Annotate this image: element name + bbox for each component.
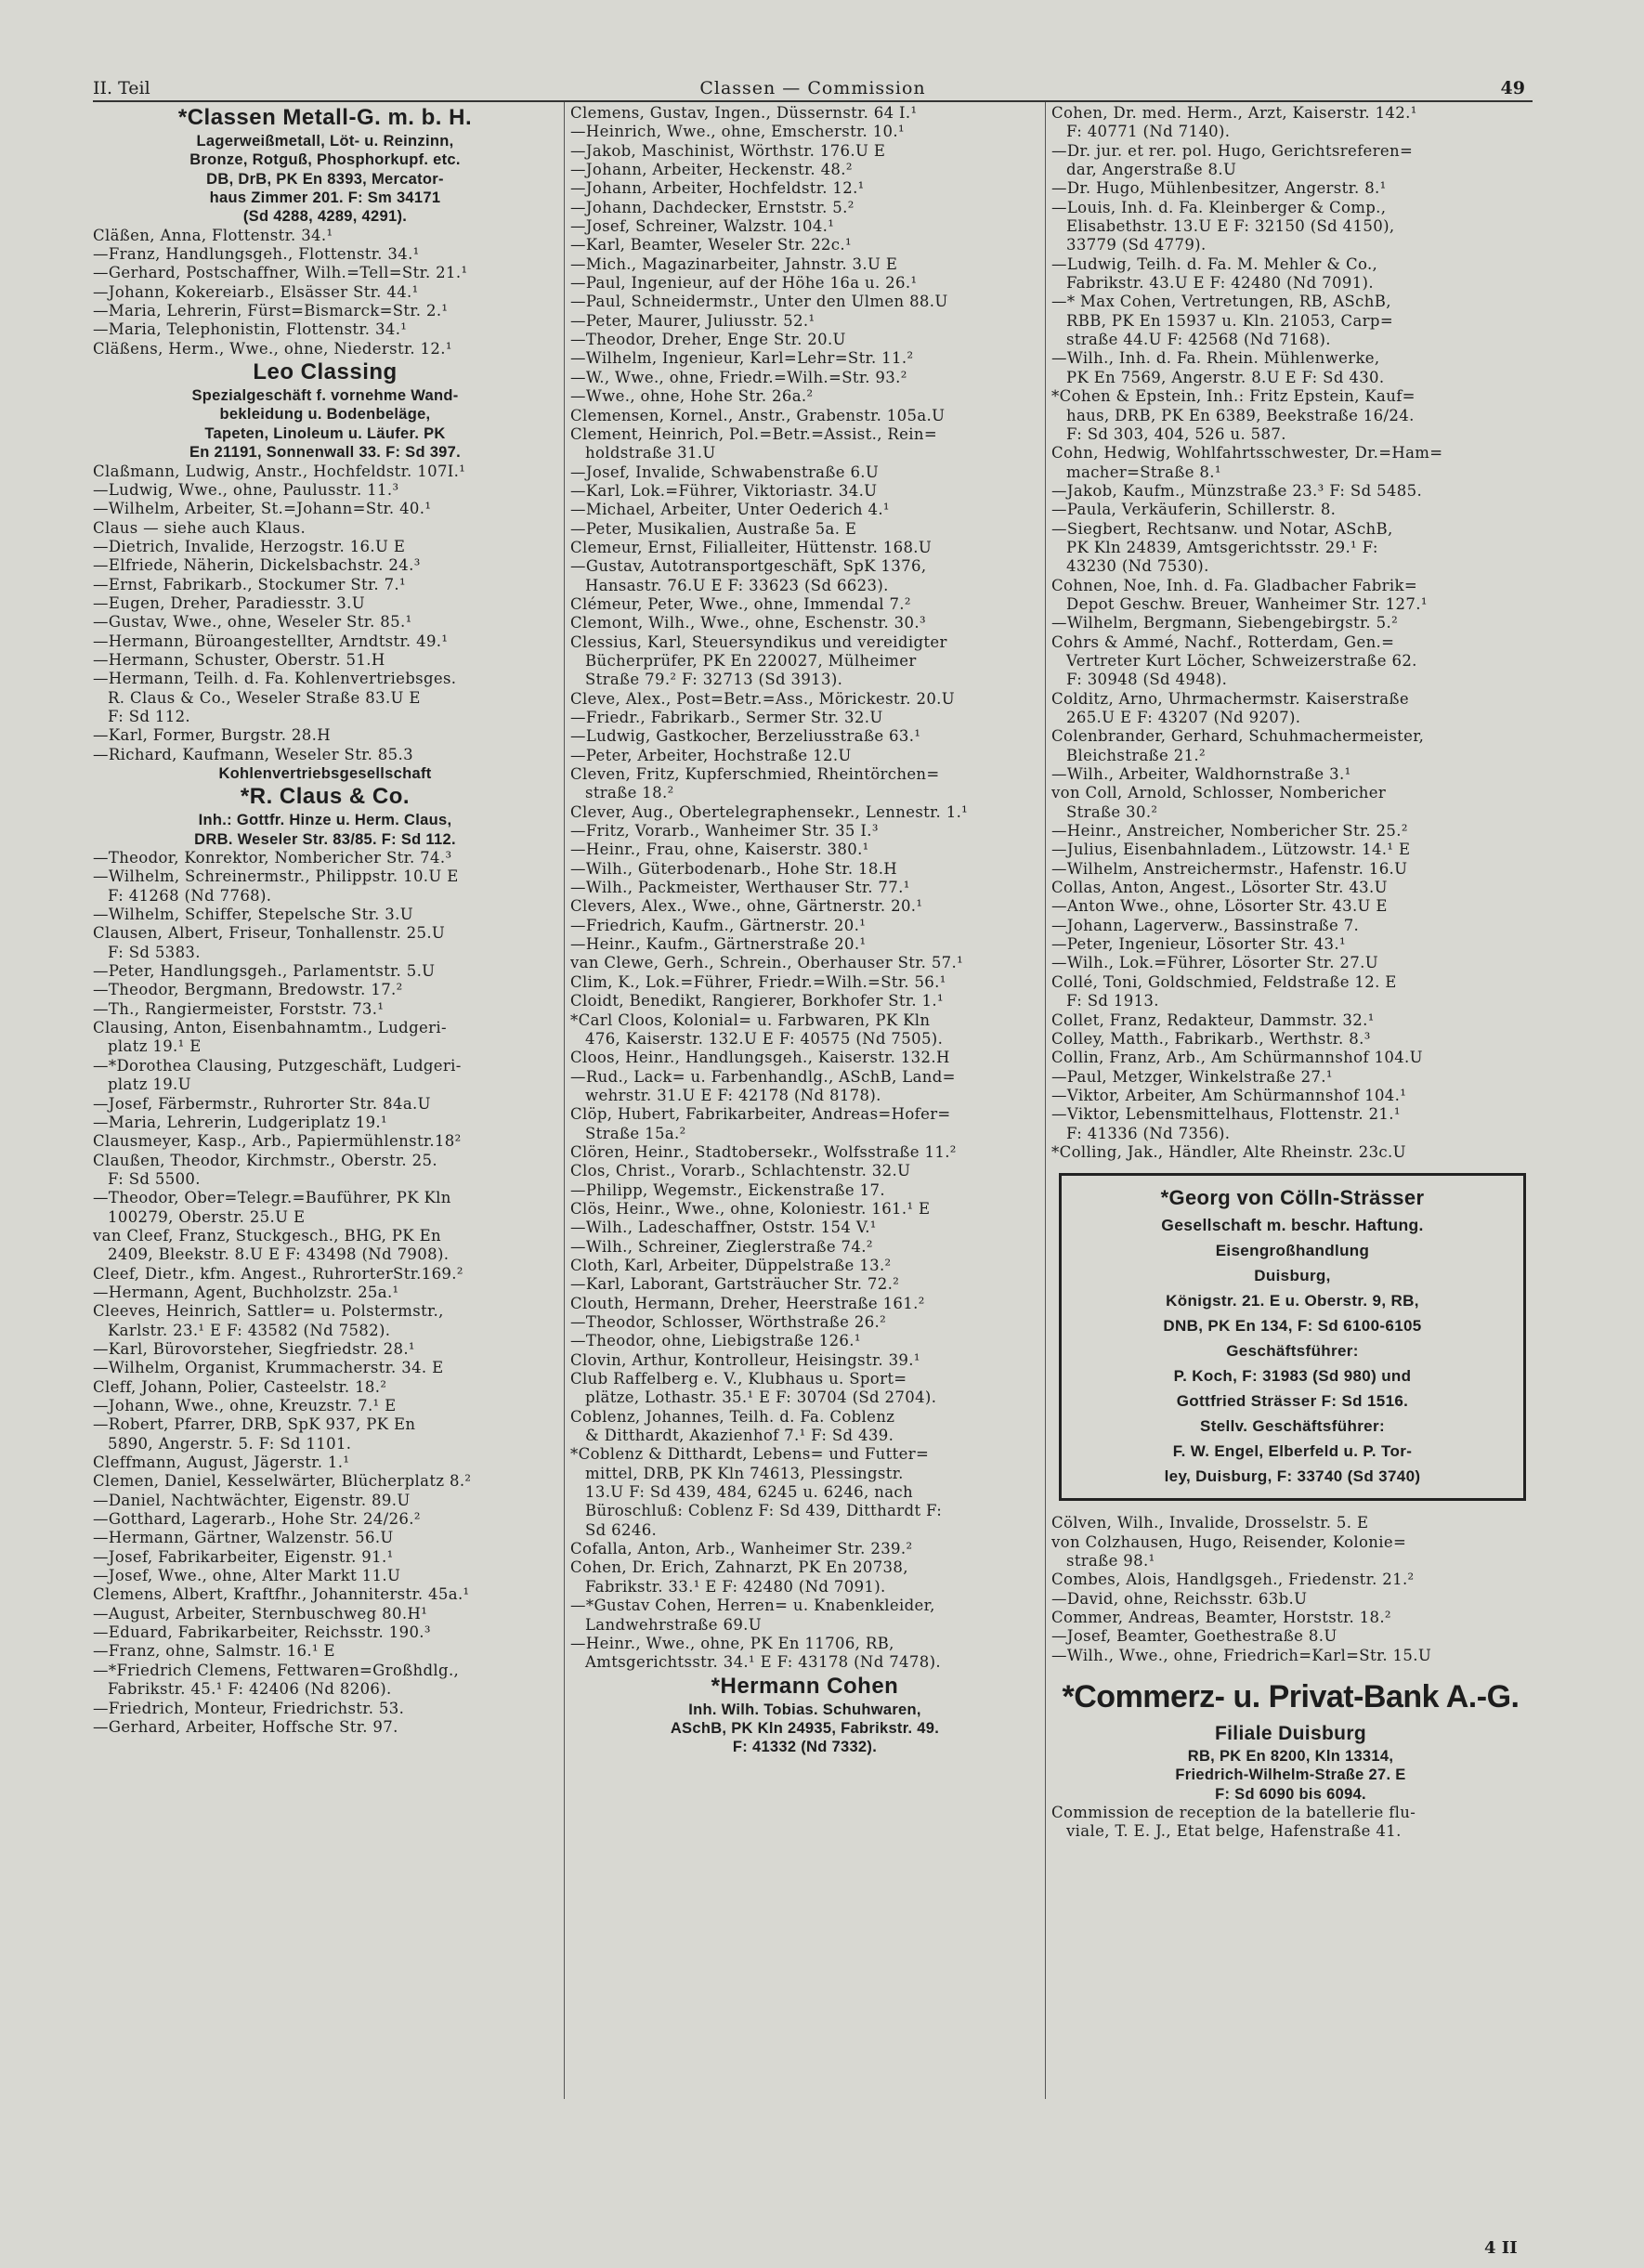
entry-line: —Gerhard, Arbeiter, Hoffsche Str. 97.: [93, 1717, 398, 1736]
entry-line: Colenbrander, Gerhard, Schuhmachermeister,: [1051, 727, 1425, 746]
entry-line: —Mich., Magazinarbeiter, Jahnstr. 3.U E: [570, 254, 898, 273]
entry-line: —Heinr., Kaufm., Gärtnerstraße 20.¹: [570, 935, 867, 954]
entry-line: F: 41336 (Nd 7356).: [1066, 1124, 1231, 1142]
entry-line: 265.U E F: 43207 (Nd 9207).: [1066, 709, 1301, 726]
entry-line: Clöp, Hubert, Fabrikarbeiter, Andreas=Hofer=: [570, 1105, 951, 1124]
entry-line: —Viktor, Lebensmittelhaus, Flottenstr. 21.¹: [1051, 1105, 1401, 1124]
entry-line: —Wilhelm, Organist, Krummacherstr. 34. E: [93, 1359, 444, 1377]
entry-line: Clemen, Daniel, Kesselwärter, Blücherplatz 8.²: [93, 1472, 472, 1491]
entry-line: Collas, Anton, Angest., Lösorter Str. 43.U: [1051, 879, 1388, 897]
entry-line: —David, ohne, Reichsstr. 63b.U: [1051, 1589, 1308, 1608]
ad-line: Inh.: Gottfr. Hinze u. Herm. Claus,: [198, 812, 452, 829]
entry-line: Cleef, Dietr., kfm. Angest., RuhrorterStr.169.²: [93, 1264, 463, 1283]
entry-line: Colditz, Arno, Uhrmachermstr. Kaiserstraße: [1051, 689, 1409, 708]
entry-line: Clessius, Karl, Steuersyndikus und vereidigter: [570, 632, 947, 651]
entry-line: Collé, Toni, Goldschmied, Feldstraße 12. E: [1051, 972, 1397, 991]
ad-line: F. W. Engel, Elberfeld u. P. Tor-: [1172, 1442, 1413, 1461]
ad-line: Inh. Wilh. Tobias. Schuhwaren,: [688, 1701, 921, 1718]
entry-line: Coblenz, Johannes, Teilh. d. Fa. Coblenz: [570, 1407, 895, 1426]
entry-line: platz 19.U: [108, 1075, 191, 1094]
entry-line: —Elfriede, Näherin, Dickelsbachstr. 24.³: [93, 556, 421, 575]
entry-line: straße 44.U F: 42568 (Nd 7168).: [1066, 331, 1331, 349]
entry-line: Clouth, Hermann, Dreher, Heerstraße 161.²: [570, 1294, 925, 1312]
entry-line: —Eugen, Dreher, Paradiesstr. 3.U: [93, 593, 365, 612]
ad-line: Kohlenvertriebsgesellschaft: [218, 765, 432, 782]
advertisement-title: [93, 104, 557, 132]
entry-line: Clemont, Wilh., Wwe., ohne, Eschenstr. 30.³: [570, 614, 926, 632]
entry-line: wehrstr. 31.U E F: 42178 (Nd 8178).: [585, 1086, 881, 1104]
entry-line: —Johann, Wwe., ohne, Kreuzstr. 7.¹ E: [93, 1397, 397, 1414]
entry-line: plätze, Lothastr. 35.¹ E F: 30704 (Sd 2704).: [585, 1388, 937, 1407]
entry-line: Bücherprüfer, PK En 220027, Mülheimer: [585, 651, 917, 670]
entry-line: —Wilh., Arbeiter, Waldhornstraße 3.¹: [1051, 765, 1351, 784]
entry-line: —August, Arbeiter, Sternbuschweg 80.H¹: [93, 1604, 428, 1623]
entry-line: 13.U F: Sd 439, 484, 6245 u. 6246, nach: [585, 1483, 913, 1502]
directory-column-2: [570, 104, 1039, 1757]
entry-line: Landwehrstraße 69.U: [585, 1615, 763, 1634]
entry-line: —Wilhelm, Schiffer, Stepelsche Str. 3.U: [93, 906, 413, 924]
ad-line: DNB, PK En 134, F: Sd 6100-6105: [1163, 1317, 1422, 1336]
entry-line: —Eduard, Fabrikarbeiter, Reichsstr. 190.³: [93, 1623, 431, 1642]
ad-line: Spezialgeschäft f. vornehme Wand-: [191, 387, 459, 405]
entry-line: —Josef, Invalide, Schwabenstraße 6.U: [570, 463, 880, 481]
entry-line: —* Max Cohen, Vertretungen, RB, ASchB,: [1051, 293, 1391, 311]
entry-line: Straße 79.² F: 32713 (Sd 3913).: [585, 671, 843, 689]
entry-line: van Cleef, Franz, Stuckgesch., BHG, PK En: [93, 1226, 441, 1245]
entry-line: Cläßen, Anna, Flottenstr. 34.¹: [93, 226, 333, 244]
entry-line: —Karl, Bürovorsteher, Siegfriedstr. 28.¹: [93, 1339, 415, 1358]
entry-line: 476, Kaiserstr. 132.U E F: 40575 (Nd 7505).: [585, 1029, 944, 1048]
entry-line: —Ernst, Fabrikarb., Stockumer Str. 7.¹: [93, 575, 406, 593]
advertisement-text: [93, 132, 557, 227]
entry-line: Cloos, Heinr., Handlungsgeh., Kaiserstr. 132.H: [570, 1049, 950, 1067]
directory-entries: [1051, 1514, 1530, 1665]
entry-line: —Maria, Lehrerin, Fürst=Bismarck=Str. 2.¹: [93, 302, 449, 320]
entry-line: Clös, Heinr., Wwe., ohne, Koloniestr. 161.¹ E: [570, 1199, 931, 1218]
entry-line: Cölven, Wilh., Invalide, Drosselstr. 5. E: [1051, 1514, 1369, 1532]
entry-line: Clovin, Arthur, Kontrolleur, Heisingstr. 39.¹: [570, 1350, 920, 1369]
ad-line: Leo Classing: [253, 359, 398, 385]
entry-line: Claßmann, Ludwig, Anstr., Hochfeldstr. 107I.¹: [93, 462, 466, 480]
entry-line: —Josef, Färbermstr., Ruhrorter Str. 84a.U: [93, 1094, 431, 1113]
entry-line: RBB, PK En 15937 u. Kln. 21053, Carp=: [1066, 311, 1393, 330]
directory-entries: [1051, 104, 1530, 1162]
entry-line: Cleven, Fritz, Kupferschmied, Rheintörchen=: [570, 765, 940, 784]
boxed-advertisement: [1059, 1173, 1526, 1501]
entry-line: —Louis, Inh. d. Fa. Kleinberger & Comp.,: [1051, 198, 1387, 216]
entry-line: F: Sd 5500.: [108, 1169, 201, 1188]
ad-line: Bronze, Rotguß, Phosphorkupf. etc.: [189, 151, 461, 169]
entry-line: —Theodor, ohne, Liebigstraße 126.¹: [570, 1332, 861, 1350]
directory-entries: [93, 463, 557, 765]
entry-line: —Maria, Lehrerin, Ludgeriplatz 19.¹: [93, 1113, 387, 1131]
entry-line: —Gotthard, Lagerarb., Hohe Str. 24/26.²: [93, 1510, 421, 1529]
entry-line: —Wilh., Lok.=Führer, Lösorter Str. 27.U: [1051, 954, 1378, 972]
entry-line: haus, DRB, PK En 6389, Beekstraße 16/24.: [1066, 406, 1415, 424]
ad-line: En 21191, Sonnenwall 33. F: Sd 397.: [189, 444, 462, 462]
entry-line: —*Dorothea Clausing, Putzgeschäft, Ludgeri-: [93, 1056, 462, 1075]
entry-line: —Wilhelm, Schreinermstr., Philippstr. 10.U E: [93, 867, 459, 886]
entry-line: *Cohen & Epstein, Inh.: Fritz Epstein, Kauf=: [1051, 387, 1416, 406]
entry-line: Claus — siehe auch Klaus.: [93, 518, 307, 537]
entry-line: —Theodor, Bergmann, Bredowstr. 17.²: [93, 981, 403, 999]
entry-line: —Gerhard, Postschaffner, Wilh.=Tell=Str. 21.¹: [93, 264, 468, 282]
entry-line: 33779 (Sd 4779).: [1066, 236, 1207, 254]
entry-line: Cleffmann, August, Jägerstr. 1.¹: [93, 1453, 350, 1472]
ad-line: RB, PK En 8200, Kln 13314,: [1187, 1748, 1394, 1765]
advertisement-text: [93, 764, 557, 783]
ad-line: P. Koch, F: 31983 (Sd 980) und: [1173, 1367, 1412, 1386]
entry-line: —Viktor, Arbeiter, Am Schürmannshof 104.¹: [1051, 1086, 1407, 1104]
entry-line: —Philipp, Wegemstr., Eickenstraße 17.: [570, 1180, 885, 1199]
entry-line: —Paul, Schneidermstr., Unter den Ulmen 88.U: [570, 293, 948, 311]
ad-line: *Classen Metall-G. m. b. H.: [177, 105, 473, 130]
entry-line: Clemens, Albert, Kraftfhr., Johanniterstr. 45a.¹: [93, 1585, 470, 1604]
entry-line: —*Gustav Cohen, Herren= u. Knabenkleider,: [570, 1597, 935, 1615]
entry-line: —*Friedrich Clemens, Fettwaren=Großhdlg.,: [93, 1661, 460, 1679]
entry-line: —W., Wwe., ohne, Friedr.=Wilh.=Str. 93.²: [570, 368, 907, 386]
entry-line: Depot Geschw. Breuer, Wanheimer Str. 127.¹: [1066, 594, 1428, 613]
entry-line: —Josef, Wwe., ohne, Alter Markt 11.U: [93, 1567, 401, 1585]
entry-line: —Dr. jur. et rer. pol. Hugo, Gerichtsreferen=: [1051, 141, 1414, 160]
page-number: 49: [1500, 78, 1525, 98]
entry-line: Bleichstraße 21.²: [1066, 746, 1206, 764]
entry-line: Cohen, Dr. Erich, Zahnarzt, PK En 20738,: [570, 1558, 908, 1577]
entry-line: Cloth, Karl, Arbeiter, Düppelstraße 13.²: [570, 1256, 892, 1274]
directory-entries: [1051, 1804, 1530, 1842]
entry-line: —Theodor, Konrektor, Nombericher Str. 74.³: [93, 849, 452, 867]
entry-line: —Heinrich, Wwe., ohne, Emscherstr. 10.¹: [570, 123, 905, 141]
entry-line: Fabrikstr. 45.¹ F: 42406 (Nd 8206).: [108, 1680, 392, 1699]
entry-line: PK Kln 24839, Amtsgerichtsstr. 29.¹ F:: [1066, 538, 1378, 556]
entry-line: —Wilh., Wwe., ohne, Friedrich=Karl=Str. 15.U: [1051, 1646, 1432, 1664]
entry-line: F: 30948 (Sd 4948).: [1066, 671, 1228, 689]
entry-line: —Wilh., Packmeister, Werthauser Str. 77.¹: [570, 879, 910, 897]
entry-line: —Dietrich, Invalide, Herzogstr. 16.U E: [93, 537, 406, 555]
entry-line: von Coll, Arnold, Schlosser, Nombericher: [1051, 784, 1387, 802]
advertisement-title: [93, 783, 557, 811]
entry-line: —Heinr., Frau, ohne, Kaiserstr. 380.¹: [570, 841, 869, 859]
entry-line: Collet, Franz, Redakteur, Dammstr. 32.¹: [1051, 1010, 1375, 1029]
entry-line: Vertreter Kurt Löcher, Schweizerstraße 62.: [1066, 651, 1417, 670]
ad-line: Friedrich-Wilhelm-Straße 27. E: [1175, 1766, 1406, 1784]
entry-line: —Peter, Handlungsgeh., Parlamentstr. 5.U: [93, 962, 436, 981]
entry-line: —Hermann, Teilh. d. Fa. Kohlenvertriebsges.: [93, 670, 457, 688]
entry-line: —Rud., Lack= u. Farbenhandlg., ASchB, Land=: [570, 1067, 956, 1086]
entry-line: —Theodor, Schlosser, Wörthstraße 26.²: [570, 1313, 887, 1331]
entry-line: holdstraße 31.U: [585, 444, 716, 463]
entry-line: —Hermann, Schuster, Oberstr. 51.H: [93, 650, 385, 669]
entry-line: von Colzhausen, Hugo, Reisender, Kolonie=: [1051, 1532, 1407, 1551]
entry-line: F: Sd 112.: [108, 707, 191, 725]
entry-line: —Heinr., Anstreicher, Nombericher Str. 25.²: [1051, 822, 1408, 841]
ad-line: Stellv. Geschäftsführer:: [1200, 1417, 1385, 1436]
entry-line: —Ludwig, Wwe., ohne, Paulusstr. 11.³: [93, 480, 399, 499]
entry-line: —Hermann, Gärtner, Walzenstr. 56.U: [93, 1529, 394, 1547]
entry-line: 2409, Bleekstr. 8.U E F: 43498 (Nd 7908).: [108, 1245, 450, 1264]
directory-column-3: [1051, 104, 1530, 1842]
entry-line: Claußen, Theodor, Kirchmstr., Oberstr. 25.: [93, 1151, 437, 1169]
entry-line: —Richard, Kaufmann, Weseler Str. 85.3: [93, 745, 413, 763]
ad-line: Königstr. 21. E u. Oberstr. 9, RB,: [1166, 1292, 1419, 1310]
ad-line: haus Zimmer 201. F: Sm 34171: [209, 189, 441, 207]
entry-line: —Theodor, Dreher, Enge Str. 20.U: [570, 331, 846, 349]
column-divider: [1045, 102, 1046, 2099]
entry-line: —Johann, Arbeiter, Hochfeldstr. 12.¹: [570, 179, 865, 198]
entry-line: —Gustav, Wwe., ohne, Weseler Str. 85.¹: [93, 613, 412, 632]
entry-line: Collin, Franz, Arb., Am Schürmannshof 104.U: [1051, 1049, 1423, 1067]
entry-line: Cohrs & Ammé, Nachf., Rotterdam, Gen.=: [1051, 632, 1395, 651]
entry-line: —Franz, ohne, Salmstr. 16.¹ E: [93, 1642, 335, 1661]
entry-line: Clemens, Gustav, Ingen., Düssernstr. 64 I.¹: [570, 104, 918, 122]
entry-line: Clim, K., Lok.=Führer, Friedr.=Wilh.=Str. 56.¹: [570, 972, 946, 991]
ad-line: *Georg von Cölln-Strässer: [1160, 1186, 1425, 1210]
entry-line: Cleve, Alex., Post=Betr.=Ass., Mörickestr. 20.U: [570, 689, 956, 708]
entry-line: *Colling, Jak., Händler, Alte Rheinstr. 23c.U: [1051, 1142, 1406, 1161]
entry-line: platz 19.¹ E: [108, 1037, 202, 1056]
entry-line: —Paul, Ingenieur, auf der Höhe 16a u. 26.¹: [570, 274, 918, 293]
entry-line: Straße 30.²: [1066, 802, 1158, 821]
entry-line: Fabrikstr. 33.¹ E F: 42480 (Nd 7091).: [585, 1577, 886, 1596]
entry-line: Clausmeyer, Kasp., Arb., Papiermühlenstr.18²: [93, 1132, 462, 1151]
signature-mark: 4 II: [1484, 2238, 1518, 2258]
entry-line: Commission de reception de la batellerie flu-: [1051, 1804, 1416, 1822]
advertisement-text: [1051, 1747, 1530, 1804]
entry-line: —Th., Rangiermeister, Forststr. 73.¹: [93, 999, 385, 1018]
entry-line: —Daniel, Nachtwächter, Eigenstr. 89.U: [93, 1491, 411, 1509]
ad-line: Tapeten, Linoleum u. Läufer. PK: [204, 424, 446, 442]
entry-line: —Johann, Dachdecker, Ernststr. 5.²: [570, 198, 855, 216]
entry-line: —Maria, Telephonistin, Flottenstr. 34.¹: [93, 320, 408, 339]
entry-line: straße 98.¹: [1066, 1551, 1155, 1570]
advertisement-text: [93, 811, 557, 849]
entry-line: —Johann, Kokereiarb., Elsässer Str. 44.¹: [93, 282, 419, 301]
ad-line: Gottfried Strässer F: Sd 1516.: [1176, 1392, 1409, 1411]
bank-advertisement-title: [1051, 1673, 1530, 1721]
entry-line: —Paula, Verkäuferin, Schillerstr. 8.: [1051, 501, 1337, 519]
advertisement-text: [93, 386, 557, 462]
directory-column-1: [93, 104, 557, 1737]
advertisement-text: [570, 1701, 1039, 1757]
entry-line: —Josef, Schreiner, Walzstr. 104.¹: [570, 217, 835, 236]
entry-line: —Wilhelm, Arbeiter, St.=Johann=Str. 40.¹: [93, 500, 432, 518]
entry-line: —Friedr., Fabrikarb., Sermer Str. 32.U: [570, 709, 883, 726]
entry-line: —Wilh., Inh. d. Fa. Rhein. Mühlenwerke,: [1051, 349, 1380, 368]
entry-line: —Peter, Musikalien, Austraße 5a. E: [570, 519, 857, 538]
entry-line: —Wilh., Güterbodenarb., Hohe Str. 18.H: [570, 859, 898, 878]
ad-line: Filiale Duisburg: [1214, 1723, 1367, 1744]
ad-line: *R. Claus & Co.: [240, 784, 411, 810]
entry-line: straße 18.²: [585, 784, 674, 802]
ad-line: *Hermann Cohen: [711, 1673, 899, 1699]
entry-line: —Paul, Metzger, Winkelstraße 27.¹: [1051, 1067, 1333, 1086]
entry-line: —Gustav, Autotransportgeschäft, SpK 1376,: [570, 557, 927, 576]
entry-line: Clemeur, Ernst, Filialleiter, Hüttenstr. 168.U: [570, 538, 933, 556]
entry-line: Fabrikstr. 43.U E F: 42480 (Nd 7091).: [1066, 274, 1374, 293]
entry-line: —Franz, Handlungsgeh., Flottenstr. 34.¹: [93, 245, 420, 264]
part-label: II. Teil: [93, 78, 150, 98]
entry-line: 100279, Oberstr. 25.U E: [108, 1207, 306, 1226]
entry-line: F: Sd 1913.: [1066, 992, 1159, 1010]
entry-line: F: Sd 303, 404, 526 u. 587.: [1066, 424, 1286, 443]
ad-line: bekleidung u. Bodenbeläge,: [219, 406, 431, 424]
entry-line: —Julius, Eisenbahnladem., Lützowstr. 14.¹ E: [1051, 841, 1411, 859]
entry-line: —Fritz, Vorarb., Wanheimer Str. 35 I.³: [570, 822, 879, 841]
directory-entries: [93, 227, 557, 358]
ad-line: Eisengroßhandlung: [1215, 1242, 1370, 1260]
ad-line: Gesellschaft m. beschr. Haftung.: [1161, 1216, 1424, 1235]
entry-line: Clausing, Anton, Eisenbahnamtm., Ludgeri-: [93, 1019, 447, 1037]
entry-line: Karlstr. 23.¹ E F: 43582 (Nd 7582).: [108, 1321, 391, 1339]
ad-line: DB, DrB, PK En 8393, Mercator-: [206, 170, 444, 188]
entry-line: PK En 7569, Angerstr. 8.U E F: Sd 430.: [1066, 368, 1385, 386]
page-range-title: Classen — Commission: [699, 78, 926, 98]
entry-line: —Johann, Lagerverw., Bassinstraße 7.: [1051, 916, 1360, 934]
entry-line: Cleff, Johann, Polier, Casteelstr. 18.²: [93, 1377, 387, 1396]
entry-line: —Hermann, Agent, Buchholzstr. 25a.¹: [93, 1283, 399, 1301]
entry-line: Cleeves, Heinrich, Sattler= u. Polstermstr.,: [93, 1302, 444, 1321]
entry-line: Clement, Heinrich, Pol.=Betr.=Assist., Rein=: [570, 424, 938, 443]
entry-line: mittel, DRB, PK Kln 74613, Plessingstr.: [585, 1464, 904, 1482]
ad-line: Lagerweißmetall, Löt- u. Reinzinn,: [196, 133, 454, 150]
entry-line: —Wilhelm, Bergmann, Siebengebirgstr. 5.²: [1051, 614, 1399, 632]
ad-line: (Sd 4288, 4289, 4291).: [242, 208, 408, 226]
entry-line: Cofalla, Anton, Arb., Wanheimer Str. 239.²: [570, 1540, 913, 1558]
entry-line: —Jakob, Kaufm., Münzstraße 23.³ F: Sd 5485.: [1051, 481, 1423, 500]
entry-line: —Josef, Fabrikarbeiter, Eigenstr. 91.¹: [93, 1547, 394, 1566]
entry-line: Elisabethstr. 13.U E F: 32150 (Sd 4150),: [1066, 217, 1395, 236]
entry-line: Amtsgerichtsstr. 34.¹ E F: 43178 (Nd 7478).: [585, 1653, 941, 1672]
entry-line: Clausen, Albert, Friseur, Tonhallenstr. 25.U: [93, 924, 446, 943]
entry-line: Clémeur, Peter, Wwe., ohne, Immendal 7.²: [570, 594, 911, 613]
entry-line: F: Sd 5383.: [108, 943, 201, 961]
entry-line: Straße 15a.²: [585, 1124, 686, 1142]
entry-line: —Wwe., ohne, Hohe Str. 26a.²: [570, 387, 814, 406]
entry-line: —Friedrich, Monteur, Friedrichstr. 53.: [93, 1699, 405, 1717]
entry-line: van Clewe, Gerh., Schrein., Oberhauser Str. 57.¹: [570, 954, 964, 972]
entry-line: —Josef, Beamter, Goethestraße 8.U: [1051, 1627, 1337, 1646]
entry-line: —Peter, Ingenieur, Lösorter Str. 43.¹: [1051, 935, 1346, 954]
entry-line: & Ditthardt, Akazienhof 7.¹ F: Sd 439.: [585, 1427, 894, 1445]
entry-line: *Carl Cloos, Kolonial= u. Farbwaren, PK Kln: [570, 1010, 931, 1029]
entry-line: Clos, Christ., Vorarb., Schlachtenstr. 32.U: [570, 1162, 911, 1180]
column-divider: [564, 102, 565, 2099]
ad-line: F: Sd 6090 bis 6094.: [1215, 1785, 1366, 1803]
entry-line: Combes, Alois, Handlgsgeh., Friedenstr. 21.²: [1051, 1571, 1415, 1589]
directory-entries: [570, 104, 1039, 1673]
entry-line: *Coblenz & Ditthardt, Lebens= und Futter=: [570, 1445, 930, 1464]
entry-line: —Wilhelm, Anstreichermstr., Hafenstr. 16.U: [1051, 859, 1408, 878]
entry-line: —Karl, Former, Burgstr. 28.H: [93, 726, 331, 745]
ad-line: Duisburg,: [1254, 1267, 1331, 1285]
entry-line: —Robert, Pfarrer, DRB, SpK 937, PK En: [93, 1415, 416, 1434]
entry-line: Cohnen, Noe, Inh. d. Fa. Gladbacher Fabrik=: [1051, 576, 1418, 594]
entry-line: —Wilh., Ladeschaffner, Oststr. 154 V.¹: [570, 1219, 877, 1237]
entry-line: macher=Straße 8.¹: [1066, 463, 1221, 481]
entry-line: Clören, Heinr., Stadtobersekr., Wolfsstraße 11.²: [570, 1142, 957, 1161]
entry-line: —Hermann, Büroangestellter, Arndtstr. 49.¹: [93, 632, 449, 650]
running-header: [93, 76, 1533, 102]
entry-line: —Karl, Lok.=Führer, Viktoriastr. 34.U: [570, 481, 878, 500]
entry-line: Cläßens, Herm., Wwe., ohne, Niederstr. 12.¹: [93, 339, 452, 358]
directory-entries: [93, 849, 557, 1737]
entry-line: —Peter, Arbeiter, Hochstraße 12.U: [570, 746, 852, 764]
entry-line: Cohen, Dr. med. Herm., Arzt, Kaiserstr. 142.¹: [1051, 104, 1417, 122]
entry-line: dar, Angerstraße 8.U: [1066, 161, 1237, 179]
advertisement-title: [570, 1673, 1039, 1701]
entry-line: Cloidt, Benedikt, Rangierer, Borkhofer Str. 1.¹: [570, 992, 944, 1010]
entry-line: —Michael, Arbeiter, Unter Oederich 4.¹: [570, 501, 890, 519]
entry-line: Clemensen, Kornel., Anstr., Grabenstr. 105a.U: [570, 406, 946, 424]
advertisement-title: [93, 358, 557, 386]
entry-line: Commer, Andreas, Beamter, Horststr. 18.²: [1051, 1608, 1391, 1626]
entry-line: Sd 6246.: [585, 1520, 658, 1539]
entry-line: F: 41268 (Nd 7768).: [108, 886, 272, 905]
entry-line: viale, T. E. J., Etat belge, Hafenstraße 41.: [1066, 1822, 1402, 1841]
entry-line: —Karl, Beamter, Weseler Str. 22c.¹: [570, 236, 852, 254]
entry-line: —Heinr., Wwe., ohne, PK En 11706, RB,: [570, 1634, 894, 1652]
ad-line: ley, Duisburg, F: 33740 (Sd 3740): [1164, 1467, 1421, 1486]
entry-line: Club Raffelberg e. V., Klubhaus u. Sport=: [570, 1370, 907, 1388]
entry-line: —Karl, Laborant, Gartsträucher Str. 72.²: [570, 1275, 900, 1294]
ad-line: ASchB, PK Kln 24935, Fabrikstr. 49.: [670, 1719, 940, 1737]
entry-line: Hansastr. 76.U E F: 33623 (Sd 6623).: [585, 576, 889, 594]
entry-line: Colley, Matth., Fabrikarb., Werthstr. 8.³: [1051, 1029, 1371, 1048]
ad-line: Geschäftsführer:: [1226, 1342, 1359, 1361]
entry-line: —Friedrich, Kaufm., Gärtnerstr. 20.¹: [570, 916, 867, 934]
entry-line: R. Claus & Co., Weseler Straße 83.U E: [108, 688, 421, 707]
advertisement-subtitle: [1051, 1721, 1530, 1747]
ad-line: DRB. Weseler Str. 83/85. F: Sd 112.: [194, 830, 456, 848]
entry-line: —Anton Wwe., ohne, Lösorter Str. 43.U E: [1051, 897, 1388, 916]
entry-line: —Siegbert, Rechtsanw. und Notar, ASchB,: [1051, 519, 1393, 538]
entry-line: Clever, Aug., Obertelegraphensekr., Lennestr. 1.¹: [570, 802, 969, 821]
entry-line: 5890, Angerstr. 5. F: Sd 1101.: [108, 1434, 352, 1453]
entry-line: Cohn, Hedwig, Wohlfahrtsschwester, Dr.=Ham=: [1051, 444, 1443, 463]
entry-line: —Theodor, Ober=Telegr.=Bauführer, PK Kln: [93, 1189, 451, 1207]
entry-line: —Ludwig, Teilh. d. Fa. M. Mehler & Co.,: [1051, 254, 1378, 273]
entry-line: F: 40771 (Nd 7140).: [1066, 123, 1231, 141]
entry-line: Büroschluß: Coblenz F: Sd 439, Ditthardt F:: [585, 1502, 943, 1520]
entry-line: —Ludwig, Gastkocher, Berzeliusstraße 63.¹: [570, 727, 921, 746]
entry-line: —Jakob, Maschinist, Wörthstr. 176.U E: [570, 141, 886, 160]
entry-line: —Wilhelm, Ingenieur, Karl=Lehr=Str. 11.²: [570, 349, 914, 368]
entry-line: —Dr. Hugo, Mühlenbesitzer, Angerstr. 8.¹: [1051, 179, 1387, 198]
ad-line: *Commerz- u. Privat-Bank A.-G.: [1062, 1679, 1520, 1714]
entry-line: —Peter, Maurer, Juliusstr. 52.¹: [570, 311, 815, 330]
entry-line: 43230 (Nd 7530).: [1066, 557, 1209, 576]
entry-line: —Johann, Arbeiter, Heckenstr. 48.²: [570, 161, 853, 179]
ad-line: F: 41332 (Nd 7332).: [732, 1739, 878, 1756]
entry-line: Clevers, Alex., Wwe., ohne, Gärtnerstr. 20.¹: [570, 897, 923, 916]
entry-line: —Wilh., Schreiner, Zieglerstraße 74.²: [570, 1237, 873, 1256]
